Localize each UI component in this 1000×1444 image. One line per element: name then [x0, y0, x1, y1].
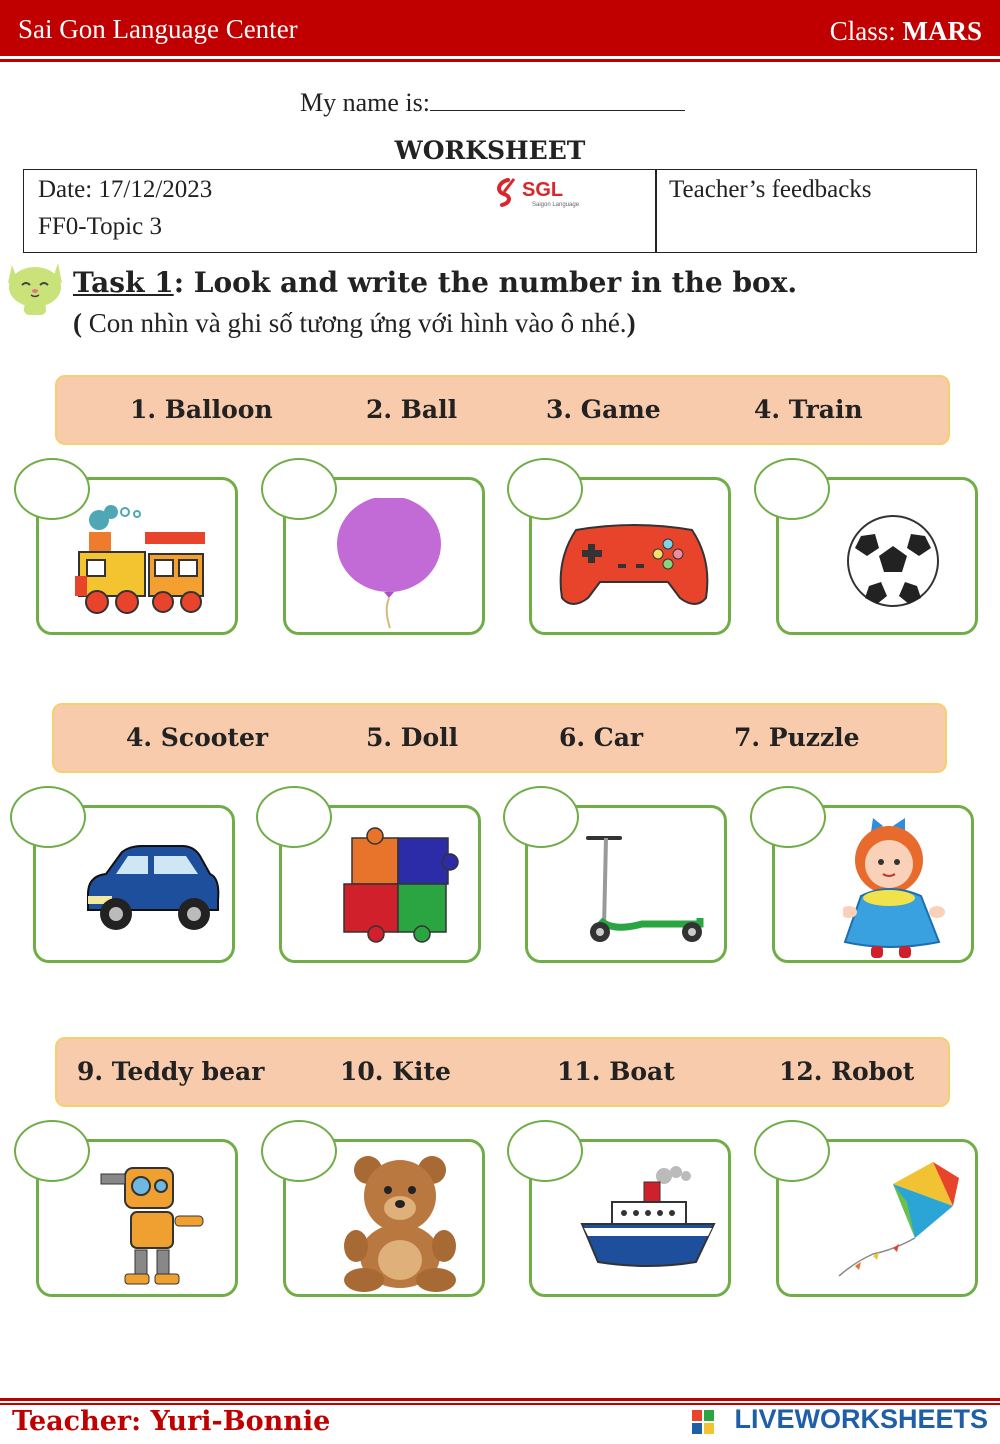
answer-bubble[interactable]	[14, 1120, 90, 1182]
game-controller-picture	[561, 525, 708, 604]
word-label: 2. Ball	[366, 395, 458, 424]
word-bar-3	[55, 1037, 950, 1107]
answer-bubble[interactable]	[14, 458, 90, 520]
word-label: 5. Doll	[366, 723, 459, 752]
word-label: 10. Kite	[340, 1057, 451, 1086]
car-picture	[88, 846, 218, 930]
name-label: My name is:	[300, 88, 430, 117]
word-label: 1. Balloon	[130, 395, 273, 424]
topic-text: FF0-Topic 3	[38, 213, 162, 240]
class-prefix: Class:	[829, 16, 896, 46]
worksheet-title: WORKSHEET	[394, 136, 586, 165]
balloon-picture	[337, 498, 441, 628]
footer-line	[0, 1398, 1000, 1401]
name-blank[interactable]	[430, 89, 685, 111]
teddy-bear-picture	[344, 1156, 456, 1292]
teacher-name: Teacher: Yuri-Bonnie	[12, 1406, 331, 1437]
header-underline	[0, 59, 1000, 62]
logo-subtext: Saigon Language	[532, 202, 580, 208]
word-label: 12. Robot	[779, 1057, 915, 1086]
answer-bubble[interactable]	[754, 1120, 830, 1182]
info-table	[23, 169, 977, 253]
doll-picture	[843, 818, 945, 958]
liveworksheets-icon	[692, 1410, 714, 1434]
date-text: Date: 17/12/2023	[38, 176, 213, 203]
liveworksheets-brand[interactable]: LIVEWORKSHEETS	[734, 1404, 988, 1434]
answer-bubble[interactable]	[256, 786, 332, 848]
soccer-ball-picture	[848, 516, 938, 606]
answer-bubble[interactable]	[261, 458, 337, 520]
cat-icon	[4, 255, 66, 315]
header-bar	[0, 0, 1000, 56]
class-label	[830, 16, 982, 47]
name-line	[300, 88, 685, 118]
answer-bubble[interactable]	[503, 786, 579, 848]
boat-picture	[582, 1166, 714, 1266]
task-subtitle	[73, 308, 636, 339]
center-name: Sai Gon Language Center	[18, 14, 298, 44]
open-paren: (	[73, 308, 82, 338]
table-divider	[655, 170, 657, 252]
subtitle-text: Con nhìn và ghi số tương ứng với hình vào ô nhé.	[82, 308, 627, 338]
task-instruction: : Look and write the number in the box.	[173, 266, 798, 299]
word-label: 7. Puzzle	[734, 723, 860, 752]
answer-bubble[interactable]	[507, 458, 583, 520]
word-label: 11. Boat	[557, 1057, 675, 1086]
logo-text: SGL	[522, 179, 564, 201]
train-picture	[69, 502, 219, 622]
word-bar-2	[52, 703, 947, 773]
word-label: 4. Scooter	[126, 723, 269, 752]
scooter-picture	[588, 838, 702, 942]
puzzle-picture	[344, 828, 458, 942]
word-label: 6. Car	[559, 723, 644, 752]
task-label: Task 1	[73, 266, 174, 299]
word-label: 4. Train	[754, 395, 863, 424]
sgl-logo	[494, 174, 594, 210]
robot-picture	[101, 1168, 203, 1284]
task-title	[73, 266, 797, 299]
kite-picture	[839, 1162, 959, 1276]
answer-bubble[interactable]	[507, 1120, 583, 1182]
answer-bubble[interactable]	[750, 786, 826, 848]
word-label: 3. Game	[546, 395, 661, 424]
feedback-label: Teacher’s feedbacks	[669, 176, 872, 203]
word-label: 9. Teddy bear	[77, 1057, 265, 1086]
class-name: MARS	[902, 16, 982, 46]
word-bar-1	[55, 375, 950, 445]
answer-bubble[interactable]	[261, 1120, 337, 1182]
answer-bubble[interactable]	[754, 458, 830, 520]
close-paren: )	[626, 308, 636, 338]
answer-bubble[interactable]	[10, 786, 86, 848]
